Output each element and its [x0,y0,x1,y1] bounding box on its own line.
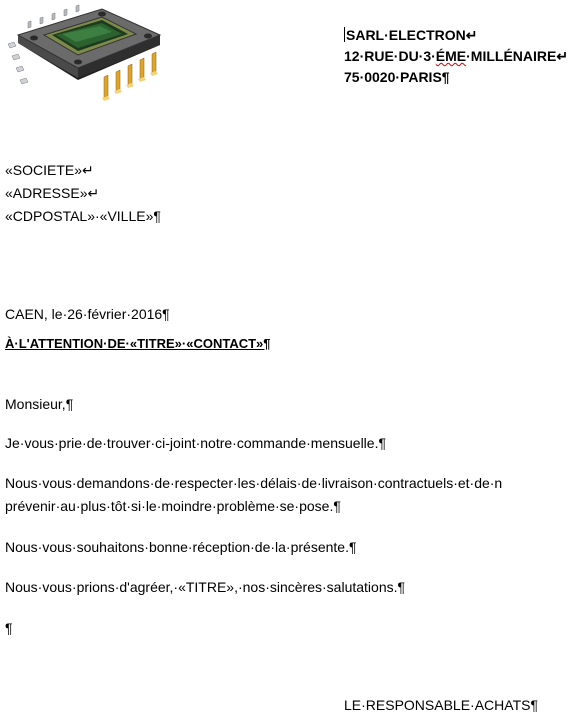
sender-street-start: 12·RUE·DU·3· [344,48,436,64]
paragraph-delivery-line-2: prévenir·au·plus·tôt·si·le·moindre·problème·se·pose.¶ [5,498,341,514]
microchip-icon [4,2,162,106]
paragraph-order: Je·vous·prie·de·trouver·ci-joint·notre·commande·mensuelle.¶ [5,435,386,451]
empty-paragraph-mark: ¶ [5,620,13,636]
sender-street-line [344,46,568,67]
paragraph-reception: Nous·vous·souhaitons·bonne·réception·de·la·présente.¶ [5,539,357,555]
letter-date: CAEN, le·26·février·2016¶ [5,306,170,322]
paragraph-delivery-line-1: Nous·vous·demandons·de·respecter·les·délais·de·livraison·contractuels·et·de·n [5,475,503,491]
recipient-address [5,159,161,228]
sender-city: 75·0020·PARIS¶ [344,69,450,85]
spelling-error-word[interactable]: ÉME [435,48,467,64]
recipient-postcode-city: «CDPOSTAL»·«VILLE»¶ [5,208,161,224]
recipient-company: «SOCIETE»↵ [5,162,94,178]
sender-company: SARL·ELECTRON↵ [346,27,478,43]
signature: LE·RESPONSABLE·ACHATS¶ [344,697,538,713]
sender-street-end: ·MILLÉNAIRE↵ [466,48,569,64]
paragraph-closing: Nous·vous·prions·d'agréer,·«TITRE»,·nos·sincères·salutations.¶ [5,579,406,595]
attention-line: À·L'ATTENTION·DE·«TITRE»·«CONTACT»¶ [5,336,271,351]
sender-address [344,25,568,88]
salutation: Monsieur,¶ [5,396,74,412]
text-cursor [344,27,345,42]
recipient-address-line: «ADRESSE»↵ [5,185,100,201]
sender-company-line [344,25,568,46]
